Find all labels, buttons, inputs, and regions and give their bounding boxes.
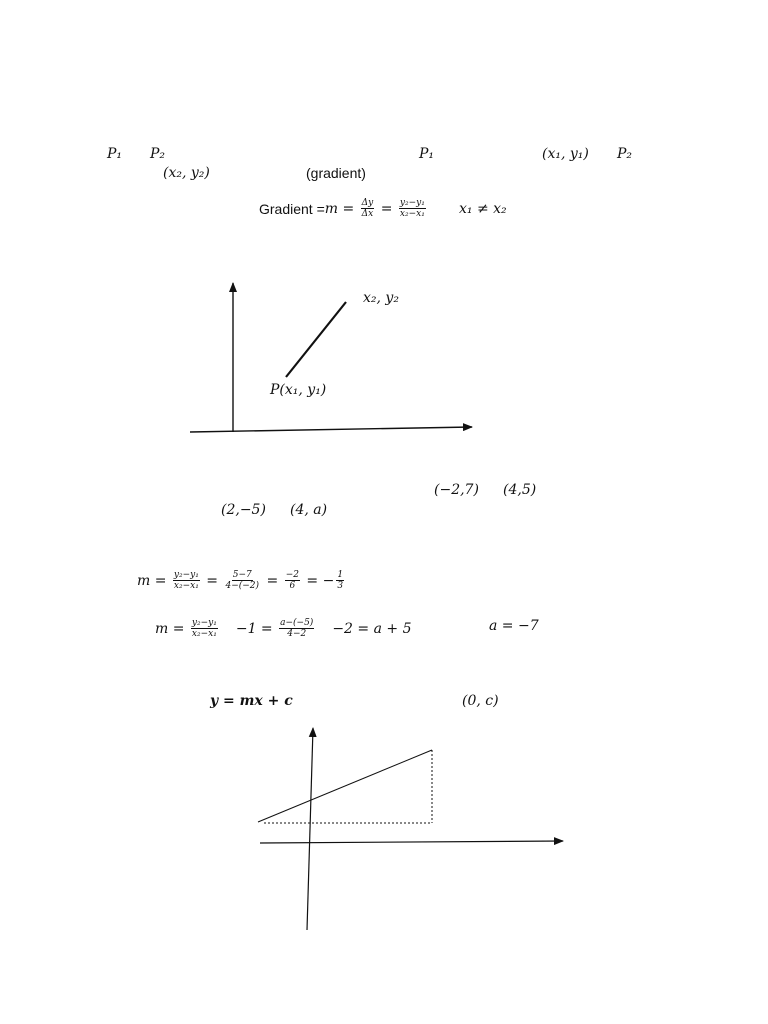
solution1-frac2-den: 4−(−2) [225,581,260,591]
example-point-b: (4,5) [503,482,537,498]
solution1-frac1-num: y₂−y₁ [173,570,199,580]
example-point-d: (4, a) [290,502,328,518]
delta-x: Δx [361,209,374,219]
solution1-frac2-num: 5−7 [232,570,252,580]
solution1-frac1 [173,570,200,591]
solution1-frac3 [285,570,300,591]
solution2-frac1-den: x₂−x₁ [191,629,217,639]
equals-sign: = [376,200,397,217]
p1-label: P₁ [107,146,123,162]
solution2-equation [155,618,411,639]
delta-y: Δy [361,198,374,208]
solution1-frac1-den: x₂−x₁ [173,581,199,591]
solution1-m: m = [137,572,171,589]
solution1-frac2 [224,570,260,591]
solution1-equation [137,570,346,591]
fraction-numerator: y₂−y₁ [399,198,425,208]
solution1-frac4-den: 3 [337,581,344,591]
point2-coords: (x₂, y₂) [163,165,210,181]
diagram1-segment [286,302,346,377]
diagram1-label-p: P(x₁, y₁) [270,382,327,398]
diagram2-y-axis [307,728,313,930]
gradient-formula-m: m = [324,200,359,217]
solution1-eq1: = [201,572,223,589]
solution1-frac3-num: −2 [285,570,299,580]
x-condition: x₁ ≠ x₂ [459,201,507,217]
diagram2-line [258,750,432,822]
p2-label-again: P₂ [617,146,633,162]
fraction-denominator: x₂−x₁ [399,209,425,219]
solution2-frac1-num: y₂−y₁ [191,618,217,628]
solution2-frac2-den: 4−2 [287,629,307,639]
solution2-frac2-num: a−(−5) [280,618,314,628]
solution1-frac4-num: 1 [337,570,344,580]
line-equation: y = mx + c [210,693,293,709]
solution1-neg: = − [301,572,335,589]
solution2-m: m = [155,620,189,637]
gradient-formula-label: Gradient = [259,200,325,217]
solution2-result: a = −7 [489,618,539,634]
p1-label-again: P₁ [419,146,435,162]
solution2-frac2 [279,618,314,639]
point1-coords: (x₁, y₁) [542,146,589,162]
solution2-step: −2 = a + 5 [332,620,412,637]
gradient-word: (gradient) [306,165,366,181]
solution2-frac1 [191,618,218,639]
y-intercept: (0, c) [462,693,499,709]
solution1-eq2: = [262,572,283,589]
p2-label: P₂ [150,146,166,162]
diagram2-x-axis [260,841,563,843]
solution1-frac4 [336,570,344,591]
example-point-a: (−2,7) [434,482,479,498]
diagram1-label-x2y2: x₂, y₂ [363,290,399,306]
example-point-c: (2,−5) [221,502,266,518]
solution1-frac3-den: 6 [289,581,296,591]
solution2-minus-one: −1 = [235,620,278,637]
